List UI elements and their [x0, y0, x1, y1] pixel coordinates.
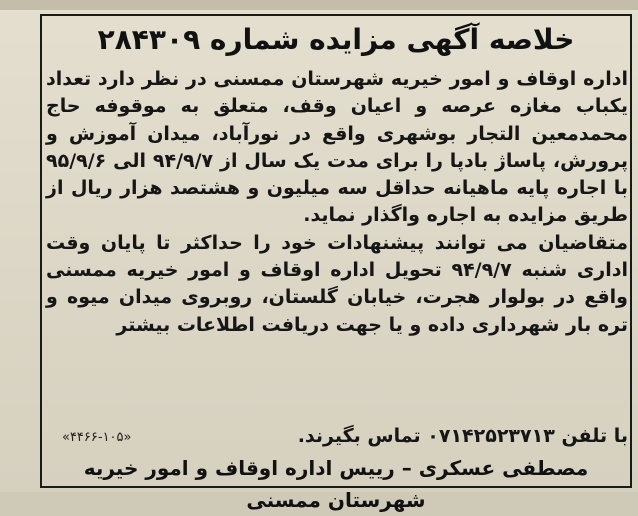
signature-line: مصطفی عسکری – رییس اداره اوقاف و امور خیریه شهرستان ممسنی — [83, 456, 589, 512]
notice-paragraph-1: اداره اوقاف و امور خیریه شهرستان ممسنی در نظر دارد تعداد یکباب مغازه عرصه و اعیان وقف، متعلق به موقوفه حاج محمدمعین التجار بوشهری واقع در نورآباد، میدان آموزش و پرورش، پاساژ بادپا را برای مدت یک سال از ۹۴/۹/۷ الی ۹۵/۹/۶ با اجاره پایه ماهیانه حداقل سه میلیون و هشتصد هزار ریال از طریق مزایده به اجاره واگذار نماید. — [46, 68, 628, 227]
notice-paragraph-2: متقاضیان می توانند پیشنهادات خود را حداکثر تا پایان وقت اداری شنبه ۹۴/۹/۷ تحویل اداره اوقاف و امور خیریه ممسنی واقع در بولوار هجرت، خیابان گلستان، روبروی میدان میوه و تره بار شهرداری داده و یا جهت دریافت اطلاعات بیشتر — [46, 231, 629, 336]
torn-top-edge — [0, 0, 638, 10]
ad-code: «۴۴۶۶-۱۰۵» — [62, 430, 132, 445]
contact-phone-text: با تلفن ۰۷۱۴۲۵۲۳۷۱۳ تماس بگیرند. — [297, 425, 628, 447]
contact-line — [46, 420, 628, 452]
notice-body — [46, 66, 628, 339]
notice-headline: خلاصه آگهی مزایده شماره ۲۸۴۳۰۹ — [97, 23, 575, 56]
